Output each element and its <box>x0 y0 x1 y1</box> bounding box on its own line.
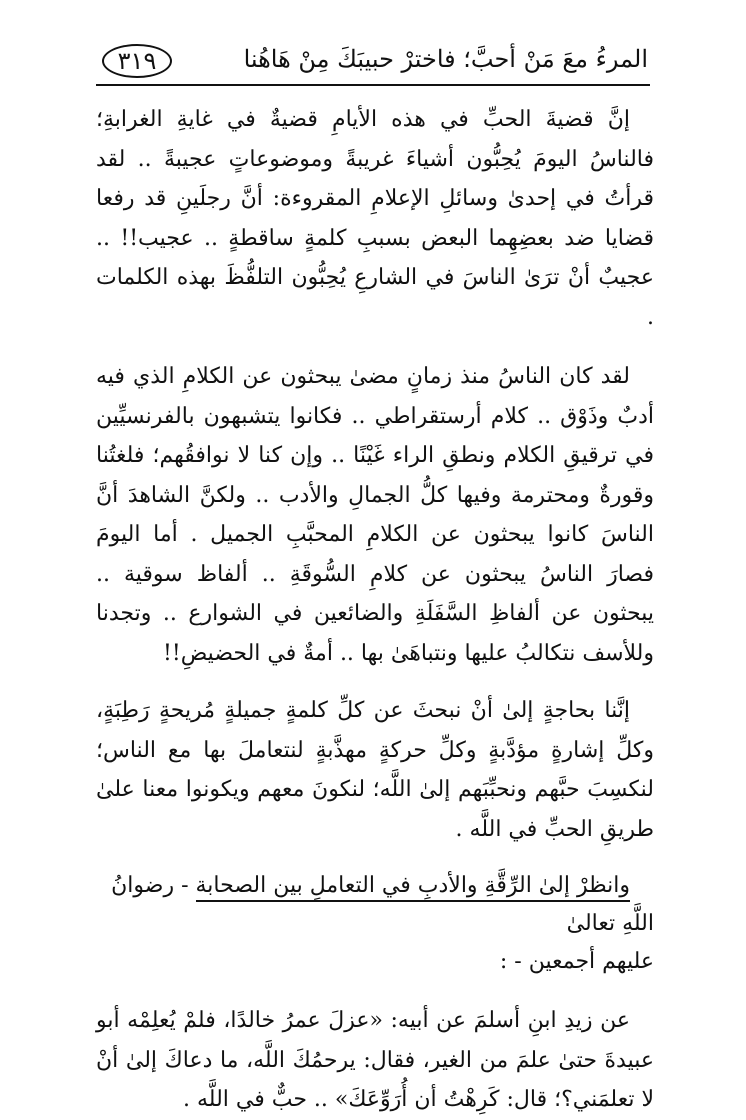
header-divider <box>96 84 650 86</box>
paragraph-spacer <box>96 981 654 1001</box>
paragraph-polite-speech: لقد كان الناسُ منذ زمانٍ مضىٰ يبحثون عن الكلامِ الذي فيه أدبٌ وذَوْق .. كلام أرستقراطي .. فكانوا يتشبهون بالفرنسيِّين في ترقيقِ الكلام ونطقِ الراء غَيْنًا .. وإن كنا لا نوافقُهم؛ فلغتُنا وقورةٌ ومحترمة وفيها كلُّ الجمالِ والأدب .. ولكنَّ الشاهدَ أنَّ الناسَ كانوا يبحثون عن الكلامِ المحبَّبِ الجميل . أما اليومَ فصارَ الناسُ يبحثون عن كلامِ السُّوقَةِ .. ألفاظ سوقية .. يبحثون عن ألفاظِ السَّفَلَةِ والضائعين في الشوارع .. وتجدنا وللأسف نتكالبُ عليها ونتباهَىٰ بها .. أمةٌ في الحضيضِ!! <box>96 364 654 666</box>
paragraph-kind-words: إنَّنا بحاجةٍ إلىٰ أنْ نبحثَ عن كلِّ كلمةٍ جميلةٍ مُريحةٍ رَطِبَةٍ، وكلِّ إشارةٍ مؤدَّبةٍ وكلِّ حركةٍ مهذَّبةٍ لنتعاملَ بها مع الناس؛ لنكسِبَ حبَّهم ونحبِّبَهم إلىٰ اللَّه؛ لنكونَ معهم ويكونوا معنا علىٰ طريقِ الحبِّ في اللَّه . <box>96 698 654 842</box>
paragraph-spacer <box>96 849 654 867</box>
narration-paragraph: عن زيدِ ابنِ أسلمَ عن أبيه: «عزلَ عمرُ خالدًا، فلمْ يُعلِمْه أبو عبيدةَ حتىٰ علمَ من الغير، فقال: يرحمُكَ اللَّه، ما دعاكَ إلىٰ أنْ لا تعلمَني؟؛ قال: كَرِهْتُ أن أُرَوِّعَكَ» .. حبٌّ في اللَّه . <box>96 1008 654 1112</box>
page-body <box>96 100 654 1120</box>
page-header <box>96 40 650 86</box>
companions-intro-rest: - رضوانُ اللَّهِ تعالىٰ <box>111 873 654 936</box>
paragraph-spacer <box>96 673 654 691</box>
companions-intro-tail: عليهم أجمعين - : <box>499 949 654 974</box>
companions-intro <box>96 867 654 943</box>
page-number-badge: ٣١٩ <box>102 44 172 78</box>
running-title: المرءُ معَ مَنْ أحبَّ؛ فاخترْ حبيبَكَ مِنْ هَاهُنا <box>243 45 648 73</box>
companions-intro-underlined: وانظرْ إلىٰ الرِّقَّةِ والأدبِ في التعاملِ بين الصحابة <box>196 873 631 902</box>
paragraph-love-strangeness: إنَّ قضيةَ الحبِّ في هذه الأيامِ قضيةٌ في غايةِ الغرابةِ؛ فالناسُ اليومَ يُحِبُّون أشياءَ غريبةً وموضوعاتٍ عجيبةً .. لقد قرأتُ في إحدىٰ وسائلِ الإعلامِ المقروءة: أنَّ رجلَينِ قد رفعا قضايا ضد بعضِهِما البعض بسببِ كلمةٍ ساقطةٍ .. عجيب!! .. عجيبٌ أنْ ترَىٰ الناسَ في الشارعِ يُحِبُّون التلفُّظَ بهذه الكلمات . <box>96 107 654 330</box>
paragraph-spacer <box>96 337 654 357</box>
